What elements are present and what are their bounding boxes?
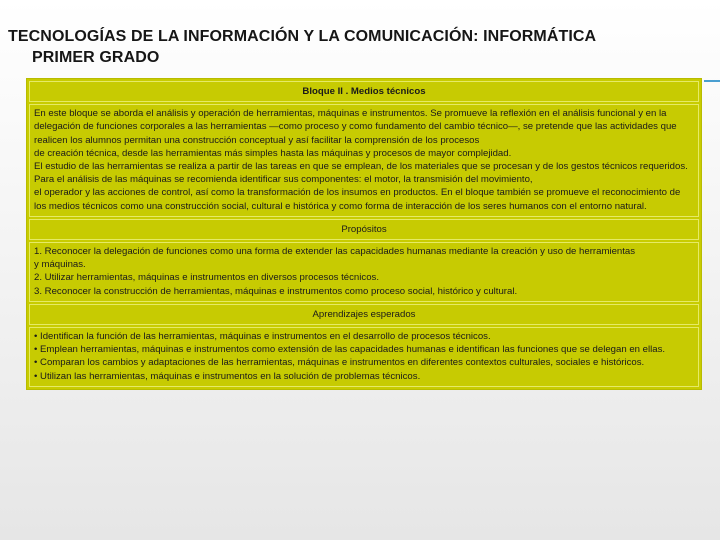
learning-item: • Comparan los cambios y adaptaciones de las herramientas, máquinas e instrumentos en diferentes contextos culturales, sociales e históricos.	[34, 357, 645, 369]
purpose-item: 2. Utilizar herramientas, máquinas e instrumentos en diversos procesos técnicos.	[34, 272, 379, 284]
purpose-item: y máquinas.	[34, 259, 86, 271]
slide-title-line-1: TECNOLOGÍAS DE LA INFORMACIÓN Y LA COMUNICACIÓN: INFORMÁTICA	[8, 28, 597, 45]
accent-line	[704, 80, 720, 82]
learning-item: • Utilizan las herramientas, máquinas e instrumentos en la solución de problemas técnicos.	[34, 370, 421, 382]
block-text-paragraph: El estudio de las herramientas se realiza a partir de las tareas en que se emplean, de los materiales que se procesan y de los gestos técnicos requeridos. Para el análisis de las máquinas se recomienda identificar sus componentes: el motor, la transmisión del movimiento,	[34, 161, 688, 186]
block-header-cell	[29, 81, 699, 102]
block-text-paragraph: En este bloque se aborda el análisis y operación de herramientas, máquinas e instrumentos. Se promueve la reflexión en el análisis funcional y en la delegación de funciones corporales a las herramientas —como proceso y como fundamento del cambio técnico—, se pretende que las actividades que realicen los alumnos permitan una construcción conceptual y así facilitar la comprensión de los procesos	[34, 108, 677, 146]
purposes-header: Propósitos	[341, 223, 387, 235]
learnings-header: Aprendizajes esperados	[312, 308, 416, 320]
block-text-paragraph: el operador y las acciones de control, así como la transformación de los insumos en productos. En el bloque también se promueve el reconocimiento de los medios técnicos como una construcción social, cultural e histórica y como forma de interacción de los seres humanos con el entorno natural.	[34, 187, 681, 212]
block-description-cell	[29, 104, 699, 217]
purpose-item: 1. Reconocer la delegación de funciones como una forma de extender las capacidades humanas mediante la creación y uso de herramientas	[34, 246, 636, 258]
slide-title-line-2: PRIMER GRADO	[32, 49, 160, 66]
purposes-cell	[29, 242, 699, 302]
block-header: Bloque II . Medios técnicos	[302, 86, 426, 97]
learning-item: • Emplean herramientas, máquinas e instrumentos como extensión de las capacidades humanas e identifican las funciones que se delegan en ellas.	[34, 344, 666, 356]
purpose-item: 3. Reconocer la construcción de herramientas, máquinas e instrumentos como proceso social, histórico y cultural.	[34, 285, 518, 297]
learnings-header-cell	[29, 304, 699, 325]
learning-item: • Identifican la función de las herramientas, máquinas e instrumentos en el desarrollo de procesos técnicos.	[34, 331, 491, 343]
block-text-paragraph: de creación técnica, desde las herramientas más simples hasta las máquinas y procesos de mayor complejidad.	[34, 147, 512, 159]
learnings-cell	[29, 327, 699, 387]
content-table	[26, 78, 702, 390]
slide-title	[8, 26, 708, 68]
purposes-header-cell	[29, 219, 699, 240]
